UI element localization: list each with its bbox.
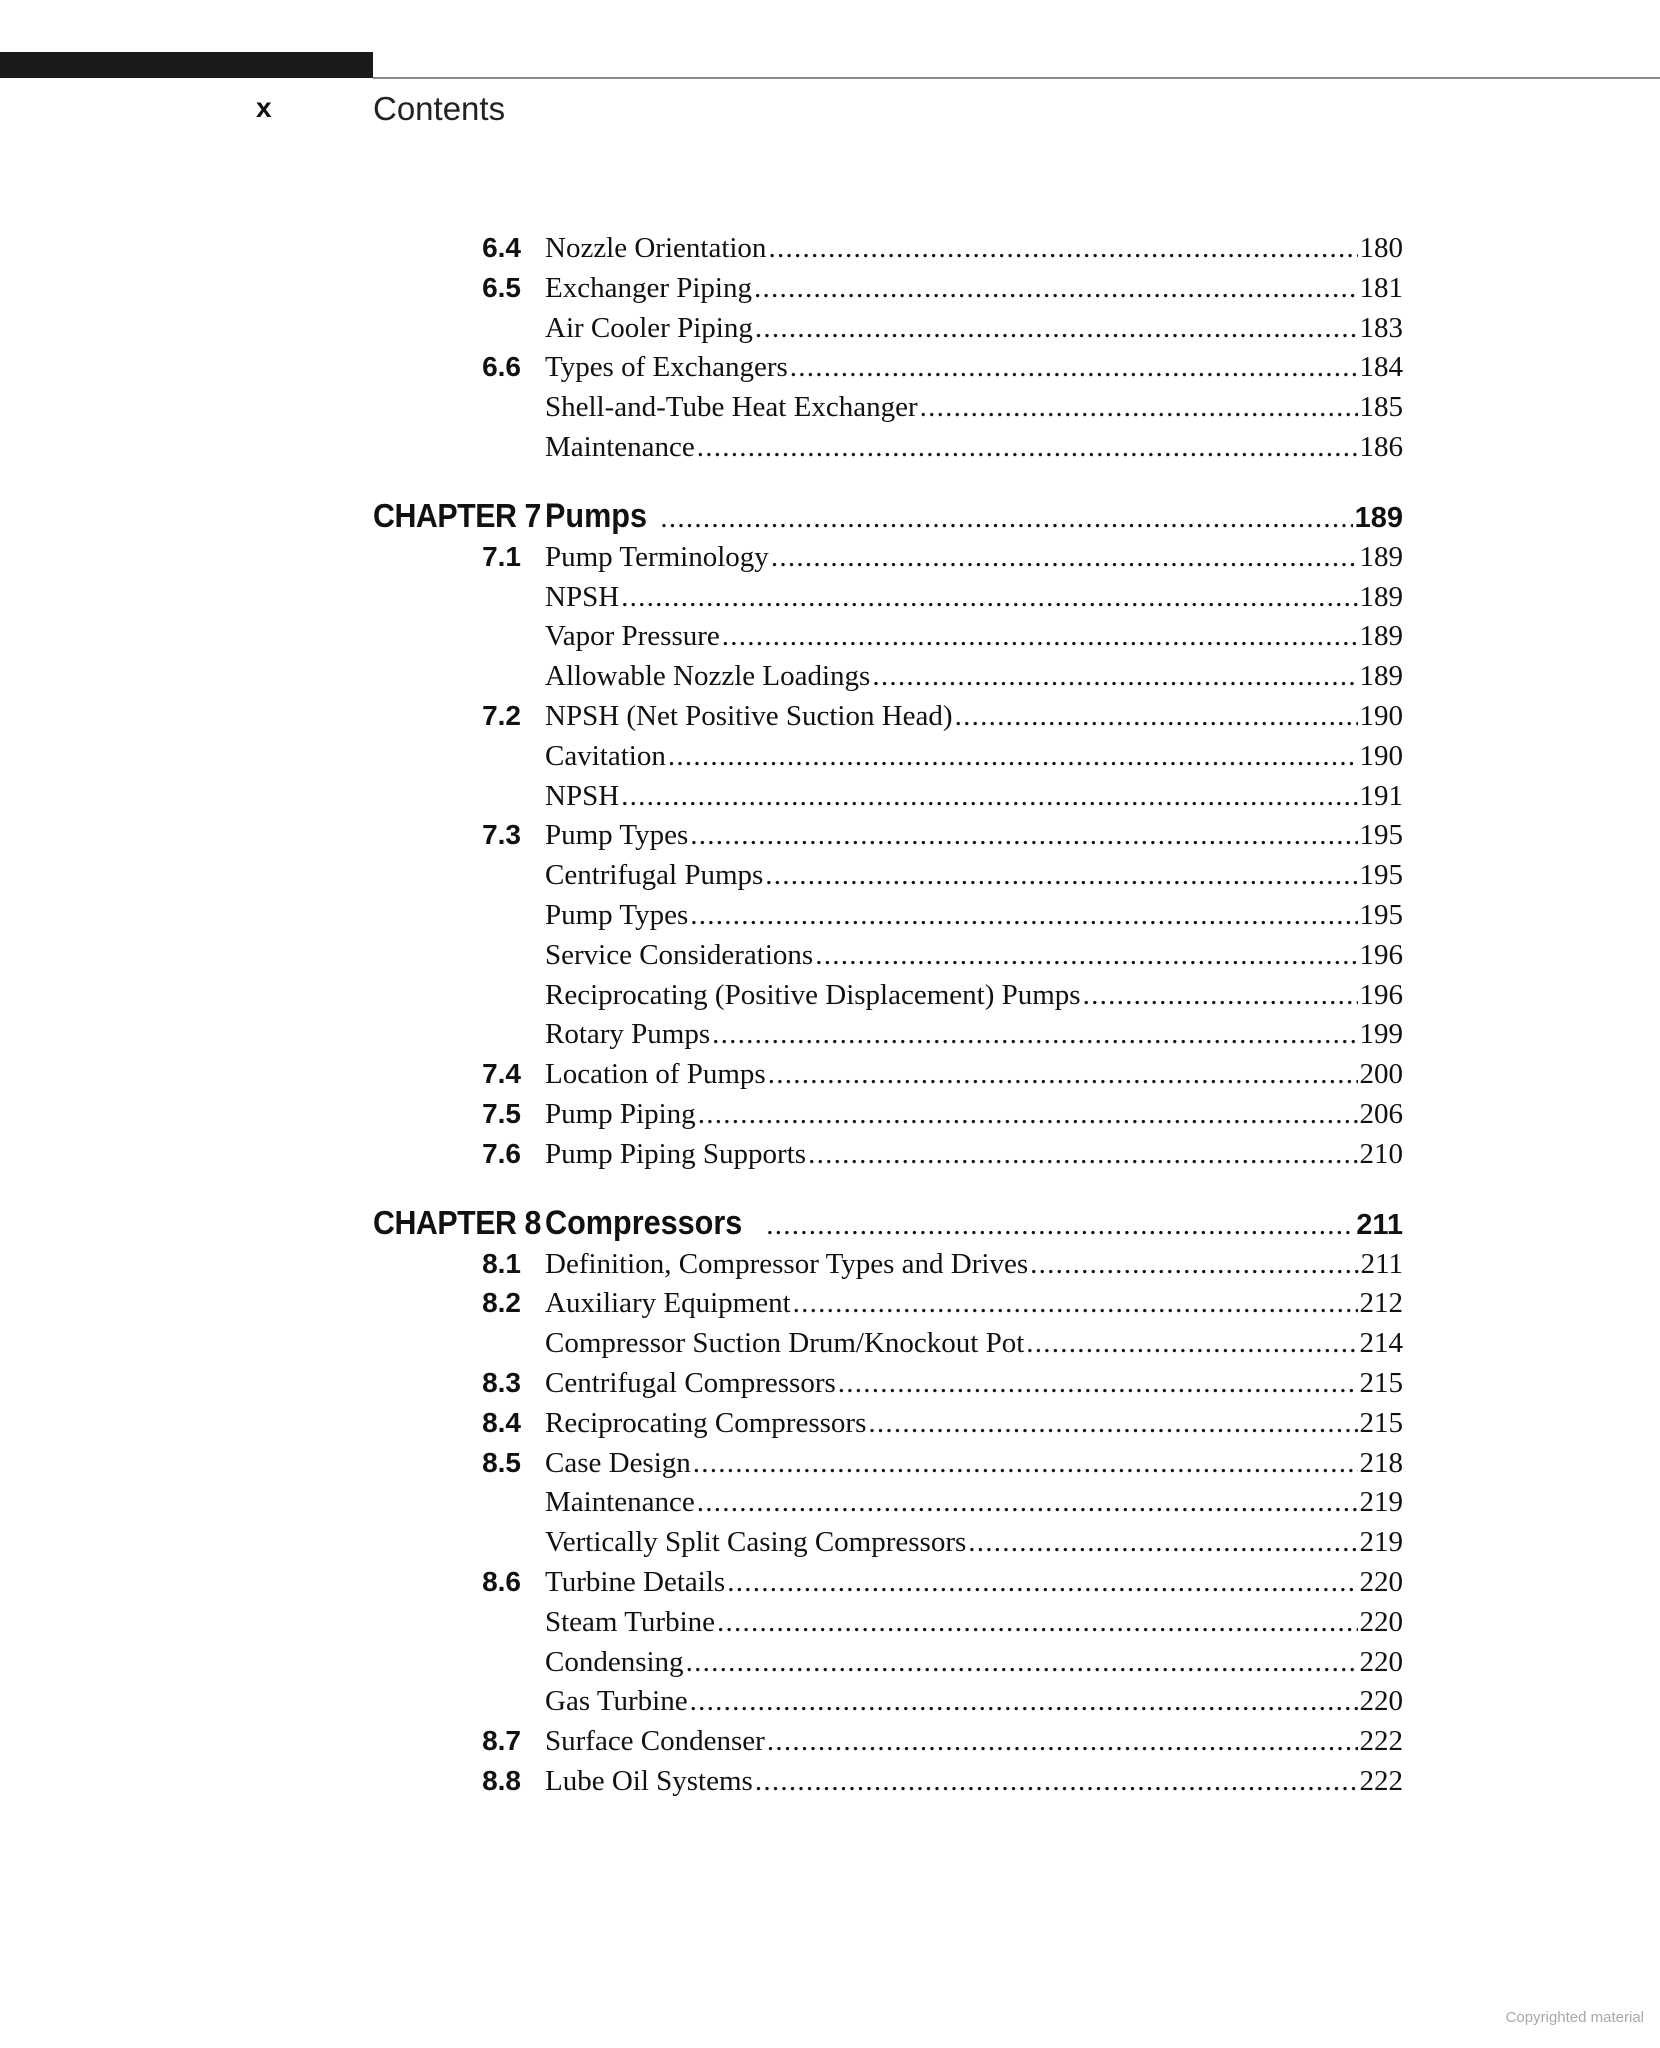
page-ref: 189 (1354, 501, 1403, 534)
section-title: Rotary Pumps (545, 1018, 711, 1051)
section-title: Surface Condenser (545, 1725, 765, 1758)
section-number: 6.5 (482, 271, 521, 303)
toc-entry-row (373, 541, 1403, 581)
dot-leader (1026, 1327, 1357, 1360)
toc-chapter-row (373, 497, 1403, 541)
toc-entry-row (373, 272, 1403, 312)
dot-leader (717, 1606, 1358, 1639)
toc-entry-row (373, 979, 1403, 1019)
dot-leader (697, 1486, 1358, 1519)
toc-entry-row (373, 1765, 1403, 1805)
page-ref: 220 (1359, 1685, 1403, 1718)
copyright-notice: Copyrighted material (1505, 2009, 1644, 2026)
section-number: 6.4 (482, 232, 521, 263)
page-ref: 220 (1359, 1605, 1403, 1638)
section-title: Vapor Pressure (545, 620, 720, 653)
dot-leader (768, 1058, 1358, 1091)
section-title: Pump Types (545, 819, 689, 852)
section-number: 8.5 (482, 1446, 521, 1478)
section-title: Auxiliary Equipment (545, 1287, 791, 1320)
page-ref: 189 (1359, 540, 1403, 573)
page-ref: 190 (1359, 739, 1403, 772)
toc-entry-row (373, 1018, 1403, 1058)
dot-leader (755, 312, 1358, 345)
section-number: 6.6 (482, 351, 521, 383)
page-ref: 219 (1359, 1526, 1403, 1559)
section-title: Case Design (545, 1446, 691, 1479)
dot-leader (712, 1018, 1357, 1051)
toc-entry-row (373, 700, 1403, 740)
page-ref: 211 (1360, 1247, 1403, 1280)
page-ref: 215 (1359, 1406, 1403, 1439)
section-number: 8.7 (482, 1725, 521, 1757)
section-title: Nozzle Orientation (545, 232, 767, 264)
section-title: Turbine Details (545, 1565, 726, 1598)
toc-entry-row (373, 780, 1403, 820)
section-number: 7.2 (482, 699, 521, 731)
page-ref: 186 (1359, 430, 1403, 463)
toc-entry-row (373, 620, 1403, 660)
section-number: 7.5 (482, 1097, 521, 1129)
section-title: NPSH (Net Positive Suction Head) (545, 699, 953, 732)
toc-entry-row (373, 391, 1403, 431)
dot-leader (621, 581, 1357, 614)
chapter-title: Pumps (545, 496, 648, 535)
page-ref: 183 (1359, 311, 1403, 344)
toc-entry-row (373, 660, 1403, 700)
dot-leader (690, 899, 1357, 932)
toc-entry-row (373, 939, 1403, 979)
toc-entry-row (373, 819, 1403, 859)
section-title: Maintenance (545, 430, 695, 463)
section-title: Lube Oil Systems (545, 1764, 753, 1797)
toc-entry-row (373, 1646, 1403, 1686)
section-title: Service Considerations (545, 938, 814, 971)
toc-entry-row (373, 1058, 1403, 1098)
section-title: NPSH (545, 580, 620, 613)
page-ref: 180 (1359, 232, 1403, 264)
page-ref: 220 (1359, 1645, 1403, 1678)
page-ref: 189 (1359, 580, 1403, 613)
toc-entry-row (373, 1407, 1403, 1447)
toc-entry-row (373, 1526, 1403, 1566)
page-ref: 189 (1359, 660, 1403, 693)
page-ref: 215 (1359, 1366, 1403, 1399)
dot-leader (1083, 979, 1358, 1012)
page-ref: 195 (1359, 819, 1403, 852)
dot-leader (920, 391, 1358, 424)
page-number: x (256, 92, 272, 123)
section-number: 8.2 (482, 1287, 521, 1319)
toc-entry-row (373, 1685, 1403, 1725)
chapter-title: Compressors (545, 1203, 743, 1242)
page-ref: 190 (1359, 699, 1403, 732)
dot-leader (767, 1725, 1358, 1758)
dot-leader (968, 1526, 1357, 1559)
section-title: Air Cooler Piping (545, 311, 753, 344)
section-title: Pump Terminology (545, 540, 769, 573)
page-ref: 185 (1359, 391, 1403, 424)
toc-entry-row (373, 1447, 1403, 1487)
dot-leader (793, 1287, 1358, 1320)
toc-entry-row (373, 581, 1403, 621)
section-title: Compressor Suction Drum/Knockout Pot (545, 1327, 1025, 1360)
section-title: Types of Exchangers (545, 351, 788, 384)
dot-leader (754, 272, 1358, 305)
toc-entry-row (373, 1098, 1403, 1138)
dot-leader (690, 1685, 1358, 1718)
dot-leader (686, 1646, 1358, 1679)
section-title: Centrifugal Pumps (545, 859, 764, 892)
section-title: Maintenance (545, 1486, 695, 1519)
section-number: 7.3 (482, 819, 521, 851)
page-ref: 212 (1359, 1287, 1403, 1320)
dot-leader (815, 939, 1357, 972)
toc-entry-row (373, 431, 1403, 471)
toc-entry-row (373, 1486, 1403, 1526)
page-ref: 219 (1359, 1486, 1403, 1519)
page-ref: 220 (1359, 1565, 1403, 1598)
dot-leader (621, 780, 1357, 813)
section-number: 7.6 (482, 1137, 521, 1169)
section-number: 8.1 (482, 1247, 521, 1279)
dot-leader (722, 620, 1358, 653)
dot-leader (693, 1447, 1358, 1480)
section-number: 8.4 (482, 1406, 521, 1438)
page-ref: 200 (1359, 1058, 1403, 1091)
toc-entry-row (373, 1138, 1403, 1178)
toc-entry-row (373, 1566, 1403, 1606)
toc-entry-row (373, 1248, 1403, 1288)
section-title: Cavitation (545, 739, 666, 772)
toc-entry-row (373, 232, 1403, 272)
section-title: Centrifugal Compressors (545, 1366, 836, 1399)
dot-leader (755, 1765, 1358, 1798)
dot-leader (838, 1367, 1358, 1400)
header-rule (373, 77, 1660, 79)
section-title: Reciprocating (Positive Displacement) Pumps (545, 978, 1081, 1011)
toc-entry-row (373, 1367, 1403, 1407)
chapter-label: CHAPTER 7 (373, 496, 541, 534)
section-title: Pump Piping Supports (545, 1137, 807, 1170)
section-number: 7.1 (482, 540, 521, 572)
dot-leader (790, 351, 1358, 384)
dot-leader (765, 859, 1357, 892)
page-ref: 195 (1359, 859, 1403, 892)
section-title: Pump Types (545, 898, 689, 931)
section-title: Allowable Nozzle Loadings (545, 660, 871, 693)
dot-leader (808, 1138, 1357, 1171)
section-title: Reciprocating Compressors (545, 1406, 867, 1439)
page-ref: 211 (1356, 1208, 1403, 1241)
section-title: Exchanger Piping (545, 271, 752, 304)
page-ref: 222 (1359, 1764, 1403, 1797)
dot-leader (768, 232, 1357, 265)
page-ref: 218 (1359, 1446, 1403, 1479)
section-title: Condensing (545, 1645, 684, 1678)
toc-entry-row (373, 859, 1403, 899)
dot-leader (697, 431, 1358, 464)
toc-entry-row (373, 740, 1403, 780)
toc-chapter-row (373, 1204, 1403, 1248)
page-ref: 199 (1359, 1018, 1403, 1051)
page-ref: 191 (1359, 779, 1403, 812)
dot-leader (771, 541, 1358, 574)
section-title: Pump Piping (545, 1097, 696, 1130)
dot-leader (660, 502, 1352, 535)
dot-leader (1030, 1248, 1358, 1281)
page-ref: 222 (1359, 1725, 1403, 1758)
section-title: Vertically Split Casing Compressors (545, 1526, 967, 1559)
table-of-contents (373, 232, 1403, 1805)
section-number: 8.6 (482, 1565, 521, 1597)
section-number: 8.8 (482, 1764, 521, 1796)
page-ref: 196 (1359, 938, 1403, 971)
running-title: Contents (373, 90, 506, 127)
page-ref: 206 (1359, 1097, 1403, 1130)
section-number: 8.3 (482, 1366, 521, 1398)
section-title: NPSH (545, 779, 620, 812)
header-bar (0, 52, 373, 78)
dot-leader (868, 1407, 1357, 1440)
toc-entry-row (373, 1606, 1403, 1646)
page-ref: 195 (1359, 898, 1403, 931)
toc-entry-row (373, 1287, 1403, 1327)
page-ref: 214 (1359, 1327, 1403, 1360)
section-number: 7.4 (482, 1058, 521, 1090)
page-ref: 184 (1359, 351, 1403, 384)
toc-entry-row (373, 899, 1403, 939)
section-title: Shell-and-Tube Heat Exchanger (545, 391, 918, 424)
section-title: Gas Turbine (545, 1685, 688, 1718)
section-title: Steam Turbine (545, 1605, 715, 1638)
page-ref: 189 (1359, 620, 1403, 653)
toc-entry-row (373, 351, 1403, 391)
toc-entry-row (373, 1725, 1403, 1765)
section-title: Definition, Compressor Types and Drives (545, 1247, 1029, 1280)
toc-entry-row (373, 1327, 1403, 1367)
page-ref: 196 (1359, 978, 1403, 1011)
dot-leader (698, 1098, 1358, 1131)
dot-leader (955, 700, 1358, 733)
page-ref: 210 (1359, 1137, 1403, 1170)
section-title: Location of Pumps (545, 1058, 766, 1091)
chapter-label: CHAPTER 8 (373, 1203, 541, 1241)
dot-leader (690, 819, 1357, 852)
dot-leader (872, 660, 1357, 693)
toc-entry-row (373, 312, 1403, 352)
dot-leader (727, 1566, 1357, 1599)
page-ref: 181 (1359, 271, 1403, 304)
dot-leader (668, 740, 1358, 773)
dot-leader (766, 1209, 1354, 1242)
